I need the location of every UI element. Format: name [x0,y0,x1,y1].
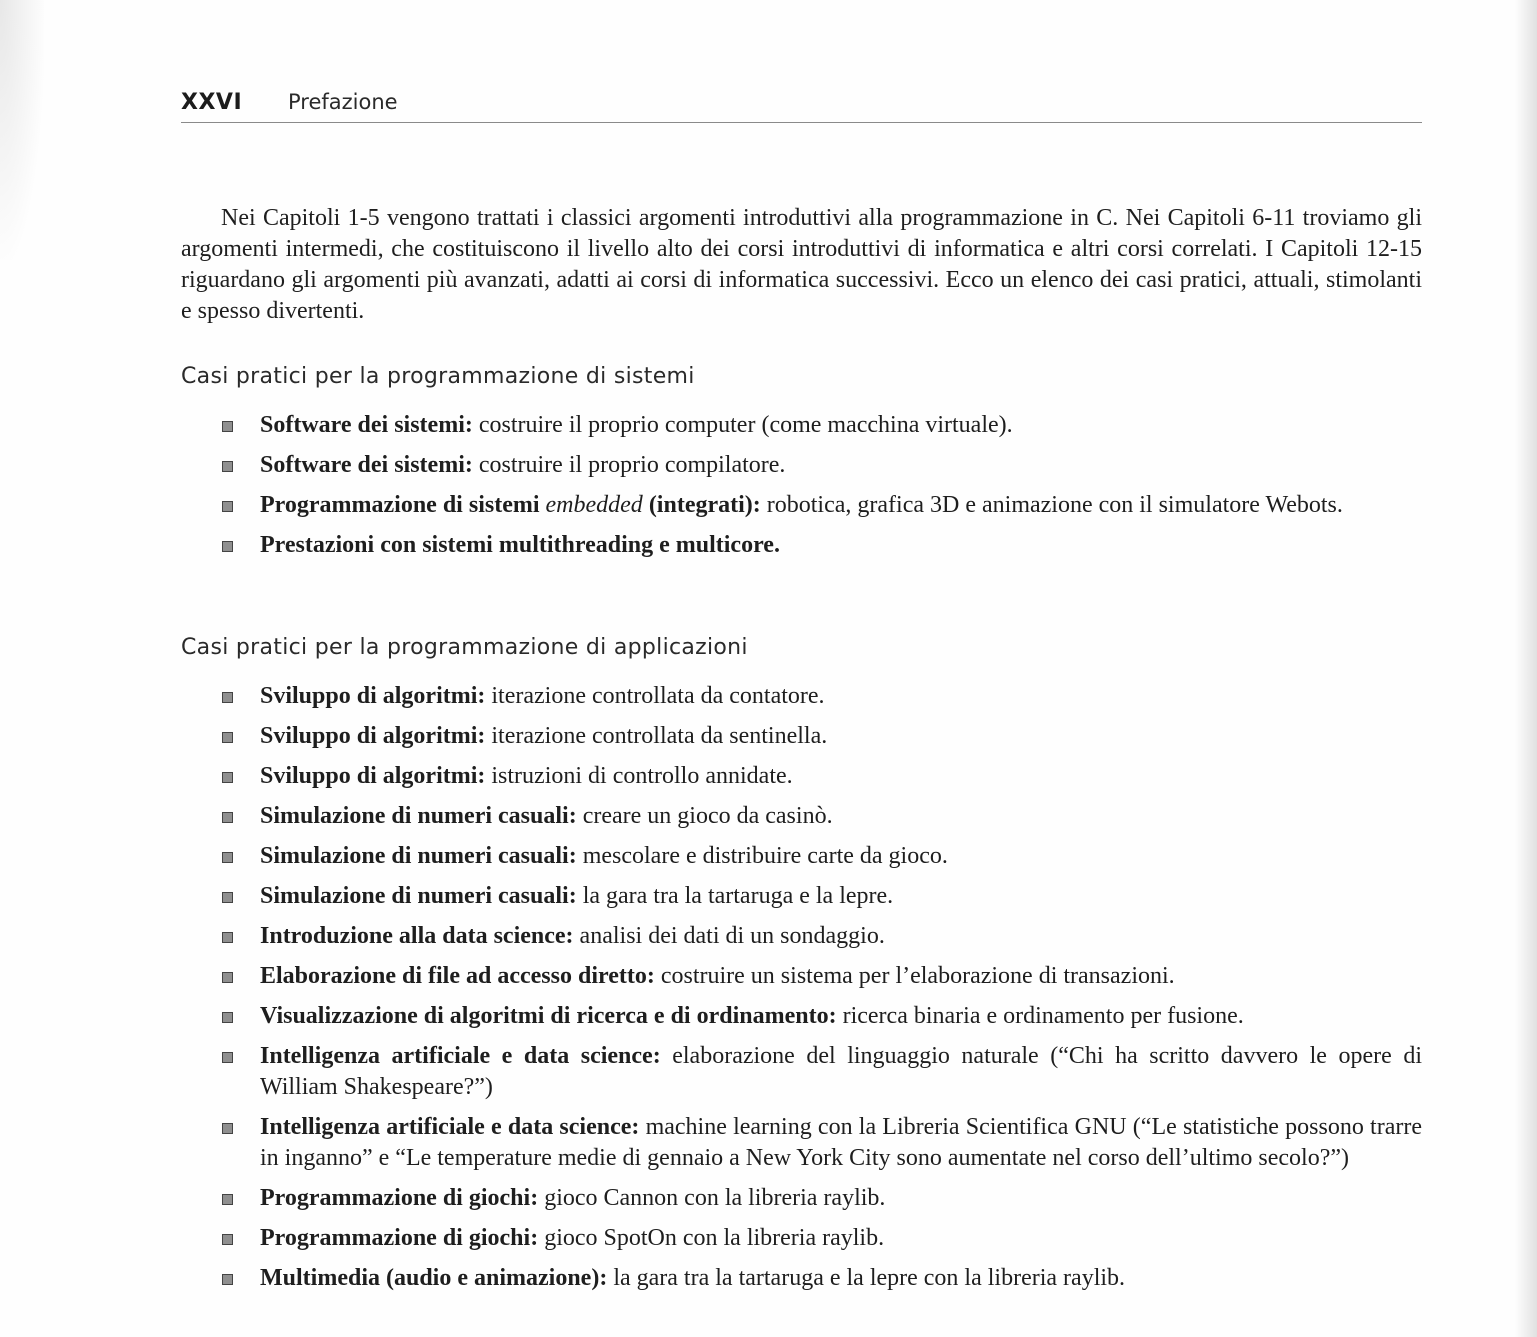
square-bullet-icon [222,1123,233,1134]
list-item [181,1001,1422,1032]
page-number: XXVI [181,90,243,115]
item-lead: Programmazione di sistemi [260,492,546,518]
square-bullet-icon [222,772,233,783]
square-bullet-icon [222,541,233,552]
list-item [181,721,1422,752]
square-bullet-icon [222,812,233,823]
item-lead: Visualizzazione di algoritmi di ricerca e di ordinamento: [260,1003,837,1029]
item-text: mescolare e distribuire carte da gioco. [576,843,948,869]
square-bullet-icon [222,1274,233,1285]
list-item [181,1223,1422,1254]
item-text: robotica, grafica 3D e animazione con il simulatore Webots. [760,492,1343,518]
applications-case-list [181,681,1422,1303]
item-text: gioco Cannon con la libreria raylib. [538,1185,886,1211]
item-lead: Sviluppo di algoritmi: [260,683,486,709]
list-item [181,410,1422,441]
item-text: elaborazione del linguaggio naturale (“Chi ha scritto davvero le opere di William Shakespeare?”) [260,1043,1422,1100]
item-lead: Programmazione di giochi: [260,1225,539,1251]
item-text: istruzioni di controllo annidate. [485,763,793,789]
item-lead: Prestazioni con sistemi multithreading e multicore. [260,532,780,558]
list-item [181,881,1422,912]
square-bullet-icon [222,421,233,432]
square-bullet-icon [222,852,233,863]
item-text: la gara tra la tartaruga e la lepre con la libreria raylib. [607,1265,1126,1291]
item-text: ricerca binaria e ordinamento per fusione. [836,1003,1244,1029]
scan-shadow-left [0,0,44,260]
item-lead: Sviluppo di algoritmi: [260,763,486,789]
item-lead: Intelligenza artificiale e data science: [260,1114,640,1140]
list-item [181,1183,1422,1214]
item-text: iterazione controllata da sentinella. [485,723,828,749]
item-lead: Introduzione alla data science: [260,923,574,949]
item-text: gioco SpotOn con la libreria raylib. [538,1225,885,1251]
section-heading-applications: Casi pratici per la programmazione di applicazioni [181,635,748,660]
square-bullet-icon [222,501,233,512]
square-bullet-icon [222,692,233,703]
list-item [181,1041,1422,1103]
list-item [181,961,1422,992]
square-bullet-icon [222,1052,233,1063]
systems-case-list [181,410,1422,570]
running-title: Prefazione [288,90,398,114]
item-lead: Intelligenza artificiale e data science: [260,1043,661,1069]
item-lead: Multimedia (audio e animazione): [260,1265,608,1291]
list-item [181,450,1422,481]
item-text: machine learning con la Libreria Scientifica GNU (“Le statistiche possono trarre in inganno” e “Le temperature medie di gennaio a New York City sono aumentate nel corso dell’ultimo secolo?”) [260,1114,1422,1171]
list-item [181,841,1422,872]
item-lead: Simulazione di numeri casuali: [260,843,577,869]
item-text: creare un gioco da casinò. [576,803,833,829]
item-lead: Simulazione di numeri casuali: [260,803,577,829]
square-bullet-icon [222,892,233,903]
scan-shadow-right [1515,0,1537,1337]
item-text: iterazione controllata da contatore. [485,683,825,709]
item-text: la gara tra la tartaruga e la lepre. [576,883,894,909]
square-bullet-icon [222,1194,233,1205]
list-item [181,921,1422,952]
square-bullet-icon [222,932,233,943]
item-text: costruire il proprio computer (come macchina virtuale). [472,412,1013,438]
square-bullet-icon [222,972,233,983]
square-bullet-icon [222,461,233,472]
item-lead: Software dei sistemi: [260,452,473,478]
list-item [181,1112,1422,1174]
item-lead: Software dei sistemi: [260,412,473,438]
item-lead-italic: embedded [545,492,643,518]
list-item [181,490,1422,521]
item-lead-tail: (integrati): [642,492,761,518]
section-heading-systems: Casi pratici per la programmazione di sistemi [181,364,695,389]
square-bullet-icon [222,1012,233,1023]
item-lead: Simulazione di numeri casuali: [260,883,577,909]
list-item [181,530,1422,561]
item-lead: Programmazione di giochi: [260,1185,539,1211]
item-lead: Sviluppo di algoritmi: [260,723,486,749]
intro-paragraph: Nei Capitoli 1-5 vengono trattati i classici argomenti introduttivi alla programmazione in C. Nei Capitoli 6-11 troviamo gli argomenti intermedi, che costituiscono il livello alto dei corsi introduttivi di informatica e altri corsi correlati. I Capitoli 12-15 riguardano gli argomenti più avanzati, adatti ai corsi di informatica successivi. Ecco un elenco dei casi pratici, attuali, stimolanti e spesso divertenti. [181,205,1422,324]
list-item [181,801,1422,832]
list-item [181,1263,1422,1294]
square-bullet-icon [222,732,233,743]
item-lead: Elaborazione di file ad accesso diretto: [260,963,655,989]
square-bullet-icon [222,1234,233,1245]
list-item [181,681,1422,712]
item-text: costruire un sistema per l’elaborazione di transazioni. [654,963,1175,989]
list-item [181,761,1422,792]
running-header [181,88,1422,123]
item-text: costruire il proprio compilatore. [472,452,786,478]
item-text: analisi dei dati di un sondaggio. [573,923,885,949]
